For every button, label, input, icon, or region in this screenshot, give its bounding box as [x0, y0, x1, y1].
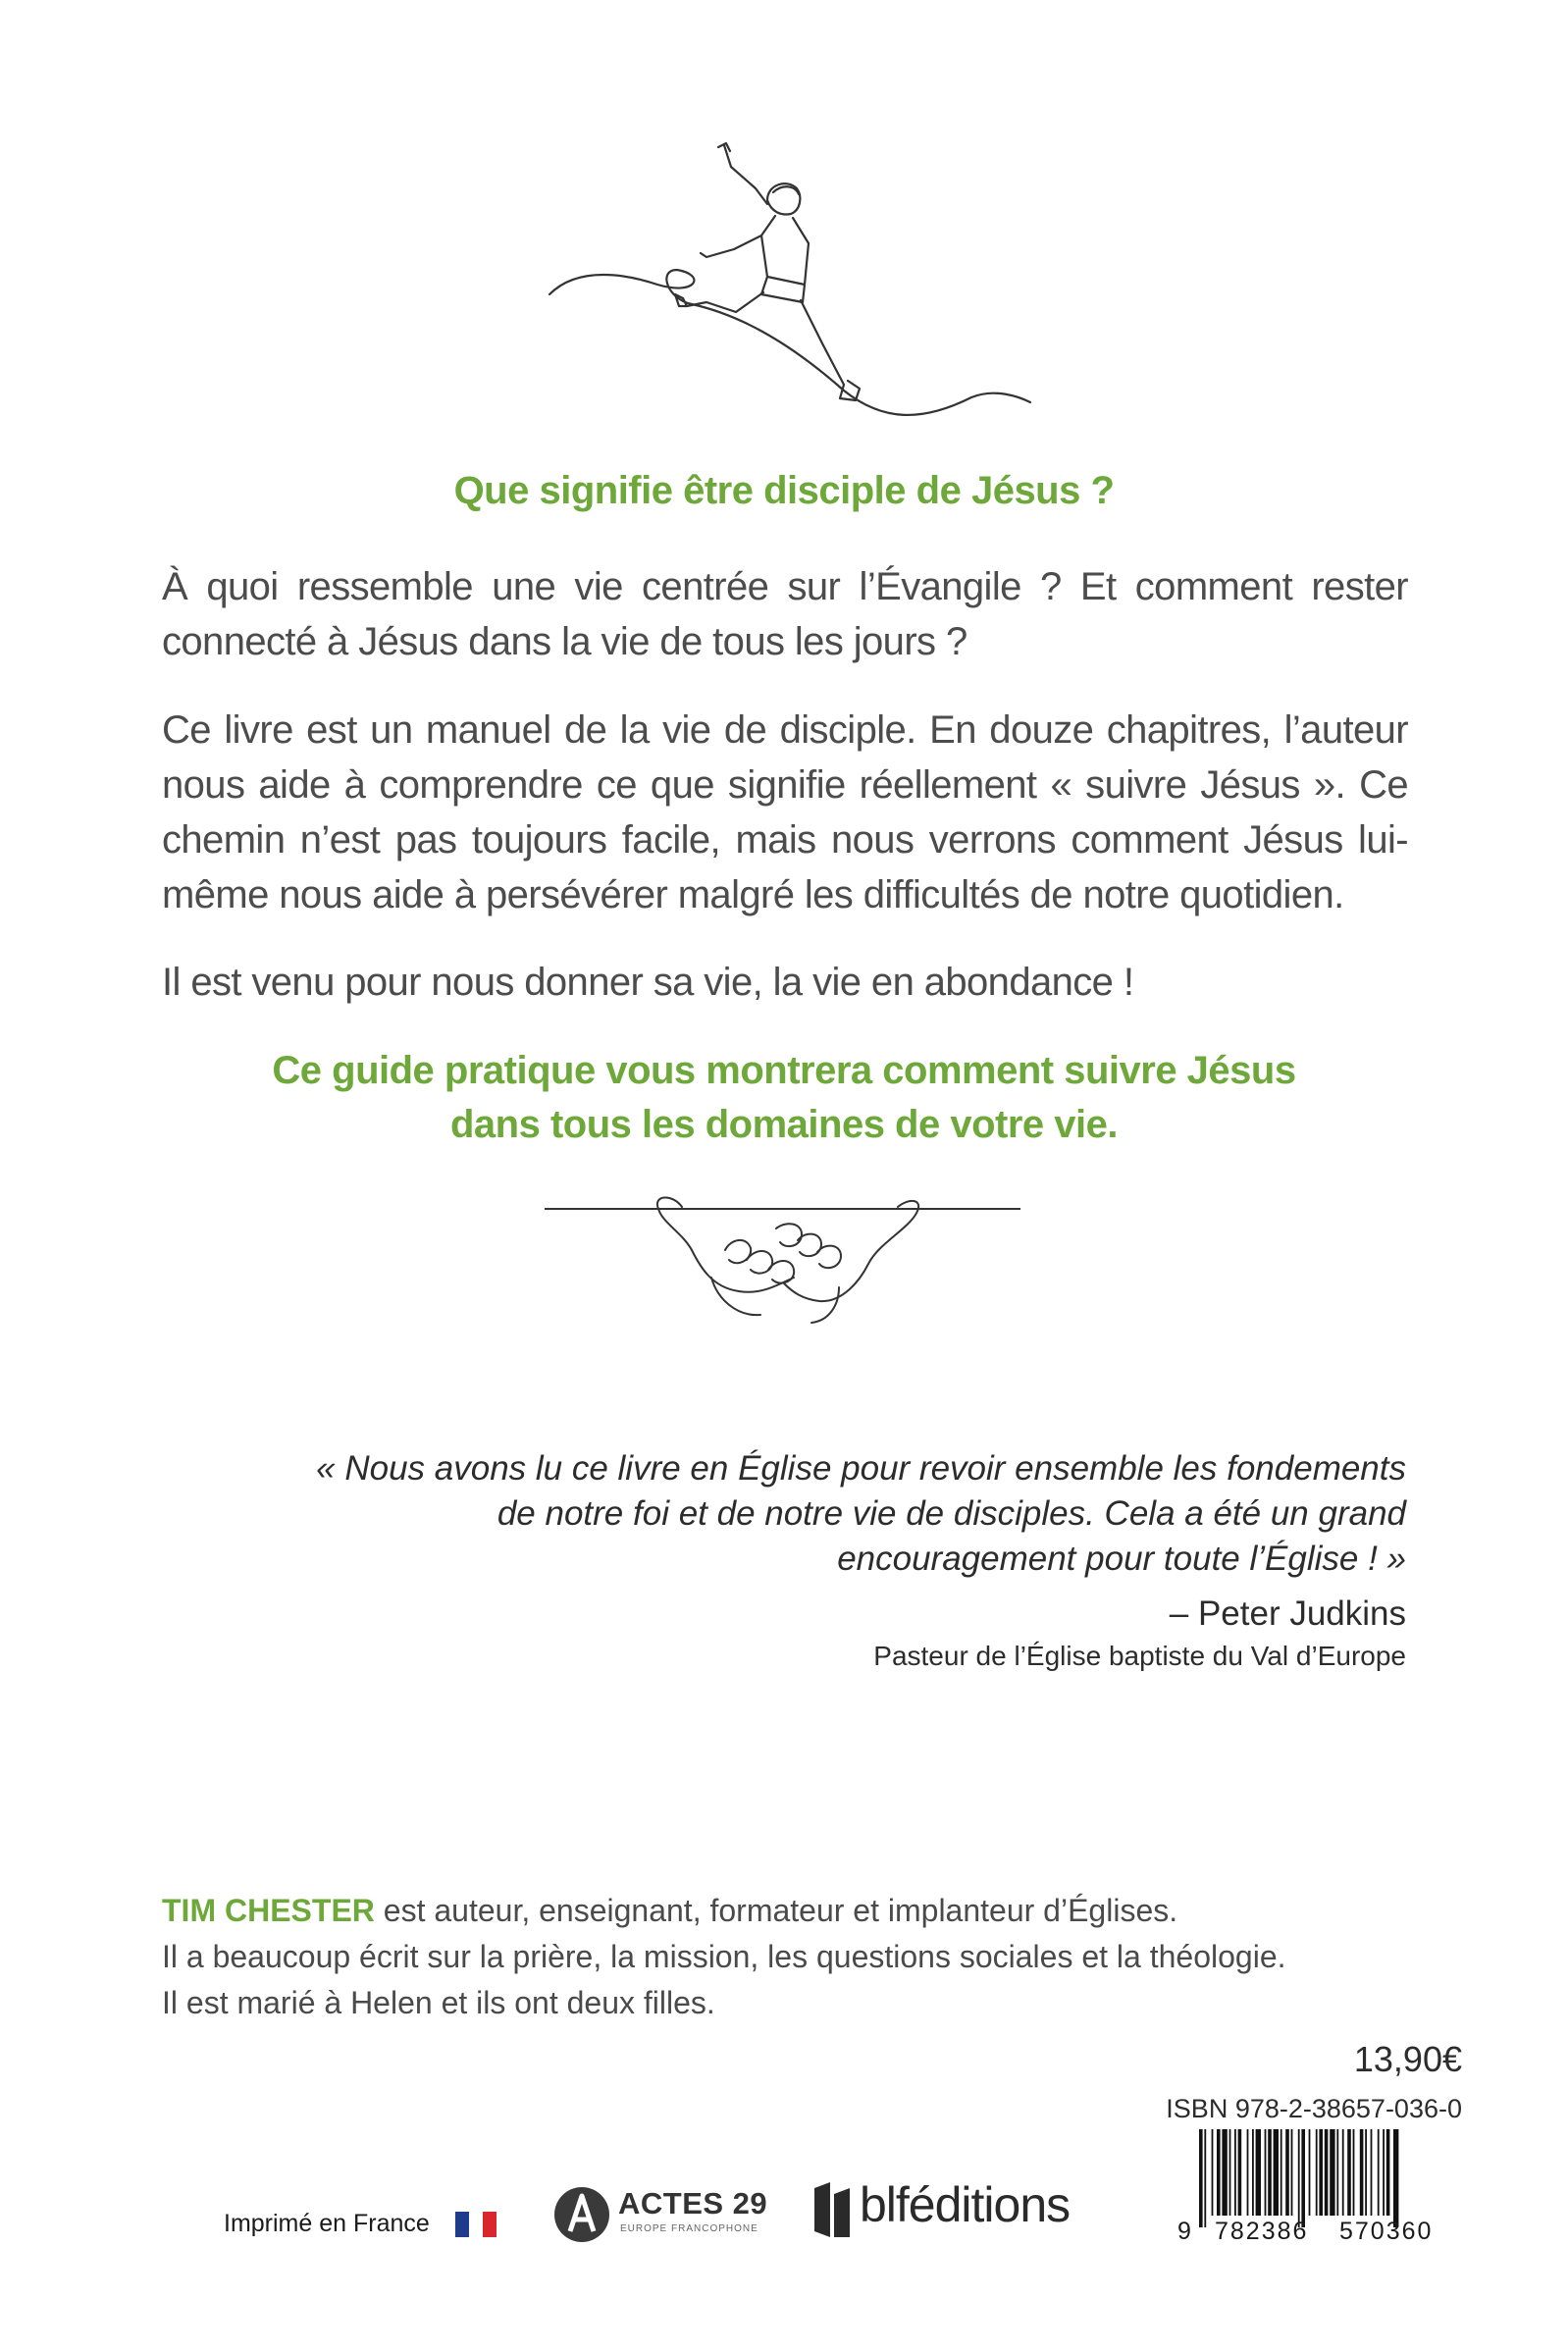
testimonial [167, 1446, 1406, 1674]
barcode-bar [1353, 2129, 1355, 2216]
barcode-bar [1360, 2129, 1364, 2216]
bio-line-1 [162, 1888, 1437, 1934]
barcode-bar [1217, 2129, 1221, 2216]
barcode-bar [1298, 2129, 1300, 2227]
headline: Que signifie être disciple de Jésus ? [453, 469, 1115, 512]
barcode-bar [1378, 2129, 1380, 2216]
quote-line-2: de notre foi et de notre vie de disciples. Cela a été un grand [497, 1494, 1406, 1533]
barcode-digit-prefix: 9 [1177, 2218, 1191, 2245]
isbn: ISBN 978-2-38657-036-0 [1166, 2094, 1462, 2123]
quote-line-3: encouragement pour toute l’Église ! » [837, 1540, 1406, 1578]
holding-hands-line-art [545, 1189, 1020, 1336]
barcode-bar [1256, 2129, 1261, 2216]
barcode-bar [1309, 2129, 1311, 2216]
author-bio [162, 1888, 1437, 2026]
barcode-bar [1281, 2129, 1282, 2216]
barcode-bar [1238, 2129, 1242, 2216]
barcode-bar [1199, 2129, 1203, 2227]
intro-paragraph: À quoi ressemble une vie centrée sur l’Évangile ? Et comment rester connecté à Jésus dans la vie de tous les jours ? [162, 565, 1408, 663]
barcode-bar [1265, 2129, 1267, 2216]
testimonial-quote [167, 1446, 1406, 1582]
blf-logo-icon [810, 2180, 858, 2239]
barcode-bar [1212, 2129, 1214, 2216]
barcode-bar [1274, 2129, 1279, 2216]
description-paragraph: Ce livre est un manuel de la vie de disciple. En douze chapitres, l’auteur nous aide à comprendre ce que signifie réellement « suivre Jésus ». Ce chemin n’est pas toujours facile, mais nous verrons comment Jésus lui-même nous aide à persévérer malgré les difficultés de notre quotidien. [162, 708, 1408, 916]
barcode-bar [1365, 2129, 1367, 2216]
actes29-subtitle: EUROPE FRANCOPHONE [620, 2223, 758, 2234]
barcode-bar [1325, 2129, 1329, 2216]
barcode-bar [1285, 2129, 1289, 2216]
quote-line-1: « Nous avons lu ce livre en Église pour revoir ensemble les fondements [316, 1449, 1406, 1488]
barcode-bar [1319, 2129, 1323, 2216]
barcode-bar [1336, 2129, 1338, 2216]
barcode-bar [1301, 2129, 1305, 2227]
callout-line-1: Ce guide pratique vous montrera comment suivre Jésus [272, 1049, 1296, 1092]
callout [0, 1044, 1568, 1152]
barcode-bar [1252, 2129, 1254, 2216]
price: 13,90€ [1353, 2039, 1462, 2079]
author-name: TIM CHESTER [162, 1893, 375, 1928]
barcode-bar [1371, 2129, 1373, 2216]
actes29-name: ACTES 29 [618, 2186, 768, 2220]
barcode-bar [1383, 2129, 1385, 2216]
barcode-bar [1222, 2129, 1227, 2216]
barcode-digits-right: 570360 [1339, 2218, 1434, 2245]
barcode-bar [1316, 2129, 1318, 2216]
barcode-digits-left: 782386 [1215, 2218, 1309, 2245]
barcode-bar [1330, 2129, 1334, 2216]
blf-editions-name: blféditions [860, 2177, 1071, 2232]
barcode-bar [1229, 2129, 1231, 2216]
barcode-bar [1347, 2129, 1351, 2216]
barcode-bar [1234, 2129, 1236, 2216]
barcode-bar [1386, 2129, 1390, 2216]
running-figure-line-art [510, 128, 1040, 442]
barcode-bar [1342, 2129, 1344, 2216]
bio-line-3: Il est marié à Helen et ils ont deux filles. [162, 1985, 715, 2020]
testimonial-role: Pasteur de l’Église baptiste du Val d’Europe [873, 1641, 1406, 1671]
printed-in-france: Imprimé en France [224, 2210, 430, 2237]
barcode-bar [1393, 2129, 1398, 2227]
barcode-bar [1247, 2129, 1249, 2216]
callout-line-2: dans tous les domaines de votre vie. [449, 1103, 1118, 1146]
testimonial-author: – Peter Judkins [1169, 1594, 1406, 1633]
barcode-bar [1268, 2129, 1272, 2216]
barcode-bar [1204, 2129, 1206, 2227]
bio-line-1-rest: est auteur, enseignant, formateur et implanteur d’Églises. [374, 1893, 1178, 1928]
abundance-paragraph: Il est venu pour nous donner sa vie, la vie en abondance ! [162, 961, 1134, 1004]
french-flag-icon [455, 2212, 497, 2237]
barcode-bar [1291, 2129, 1293, 2216]
bio-line-2: Il a beaucoup écrit sur la prière, la mission, les questions sociales et la théologie. [162, 1939, 1286, 1974]
